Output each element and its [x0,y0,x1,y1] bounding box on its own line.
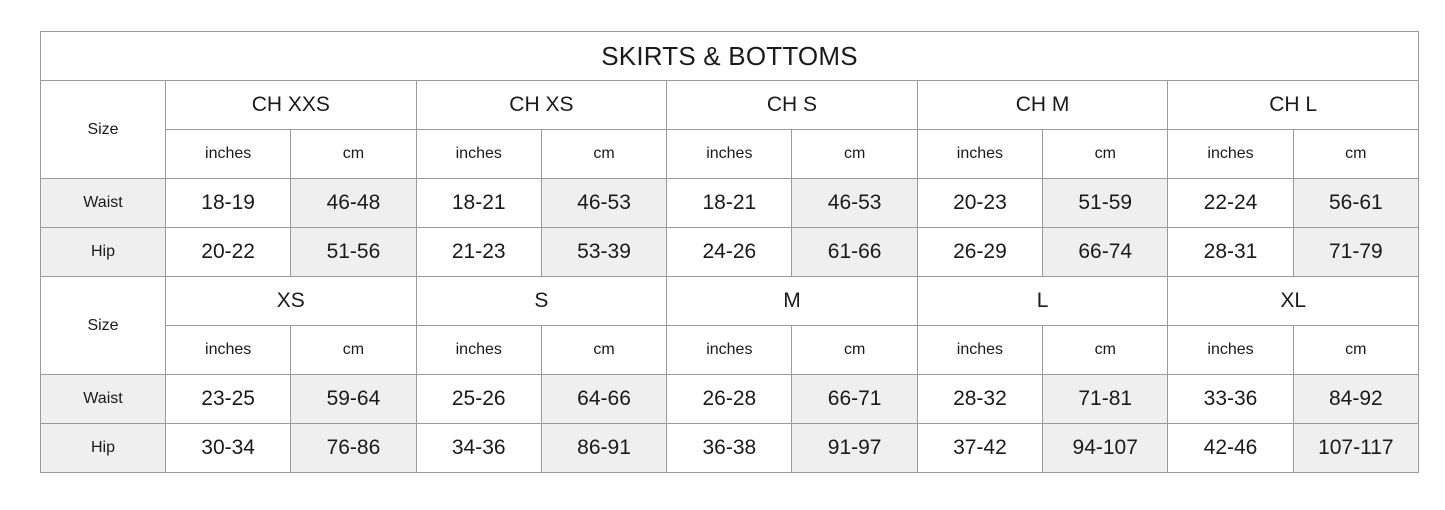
table-row [41,424,1419,473]
unit-cm: cm [291,326,416,375]
unit-inches: inches [166,326,291,375]
size-heading: CH XXS [166,81,417,130]
value-cm: 46-53 [541,179,666,228]
value-cm: 61-66 [792,228,917,277]
value-inches: 28-31 [1168,228,1293,277]
unit-inches: inches [667,326,792,375]
size-heading: CH M [917,81,1168,130]
unit-cm: cm [291,130,416,179]
table-row [41,375,1419,424]
value-cm: 64-66 [541,375,666,424]
value-inches: 33-36 [1168,375,1293,424]
value-cm: 107-117 [1293,424,1418,473]
value-cm: 84-92 [1293,375,1418,424]
value-cm: 46-48 [291,179,416,228]
unit-inches: inches [1168,130,1293,179]
unit-inches: inches [1168,326,1293,375]
unit-inches: inches [416,326,541,375]
value-cm: 71-81 [1043,375,1168,424]
unit-cm: cm [1043,130,1168,179]
size-label: Size [41,277,166,375]
size-header-row [41,277,1419,326]
value-inches: 20-23 [917,179,1042,228]
size-heading: XL [1168,277,1419,326]
size-header-row [41,81,1419,130]
value-inches: 18-21 [667,179,792,228]
value-cm: 51-56 [291,228,416,277]
size-heading: XS [166,277,417,326]
value-inches: 22-24 [1168,179,1293,228]
measurement-label: Waist [41,179,166,228]
unit-cm: cm [541,326,666,375]
value-cm: 86-91 [541,424,666,473]
value-cm: 71-79 [1293,228,1418,277]
value-cm: 53-39 [541,228,666,277]
unit-cm: cm [1043,326,1168,375]
unit-inches: inches [416,130,541,179]
unit-inches: inches [166,130,291,179]
value-inches: 21-23 [416,228,541,277]
size-label: Size [41,81,166,179]
unit-inches: inches [917,130,1042,179]
value-inches: 23-25 [166,375,291,424]
measurement-label: Hip [41,228,166,277]
value-cm: 66-74 [1043,228,1168,277]
unit-cm: cm [792,326,917,375]
title-row [41,32,1419,81]
size-heading: M [667,277,918,326]
value-inches: 37-42 [917,424,1042,473]
value-inches: 42-46 [1168,424,1293,473]
unit-cm: cm [1293,130,1418,179]
value-inches: 24-26 [667,228,792,277]
size-heading: CH XS [416,81,667,130]
unit-header-row [41,326,1419,375]
unit-cm: cm [1293,326,1418,375]
value-cm: 51-59 [1043,179,1168,228]
unit-cm: cm [792,130,917,179]
unit-inches: inches [667,130,792,179]
value-cm: 46-53 [792,179,917,228]
value-inches: 36-38 [667,424,792,473]
table-row [41,179,1419,228]
value-inches: 25-26 [416,375,541,424]
unit-inches: inches [917,326,1042,375]
value-inches: 20-22 [166,228,291,277]
value-inches: 26-29 [917,228,1042,277]
value-inches: 26-28 [667,375,792,424]
size-heading: S [416,277,667,326]
unit-header-row [41,130,1419,179]
measurement-label: Hip [41,424,166,473]
value-inches: 30-34 [166,424,291,473]
unit-cm: cm [541,130,666,179]
size-heading: L [917,277,1168,326]
value-cm: 56-61 [1293,179,1418,228]
value-inches: 18-21 [416,179,541,228]
value-inches: 28-32 [917,375,1042,424]
table-row [41,228,1419,277]
size-heading: CH L [1168,81,1419,130]
value-cm: 59-64 [291,375,416,424]
value-cm: 94-107 [1043,424,1168,473]
size-heading: CH S [667,81,918,130]
value-cm: 66-71 [792,375,917,424]
value-inches: 34-36 [416,424,541,473]
measurement-label: Waist [41,375,166,424]
value-inches: 18-19 [166,179,291,228]
value-cm: 91-97 [792,424,917,473]
chart-title: SKIRTS & BOTTOMS [41,32,1419,81]
value-cm: 76-86 [291,424,416,473]
size-chart-table [40,31,1419,473]
